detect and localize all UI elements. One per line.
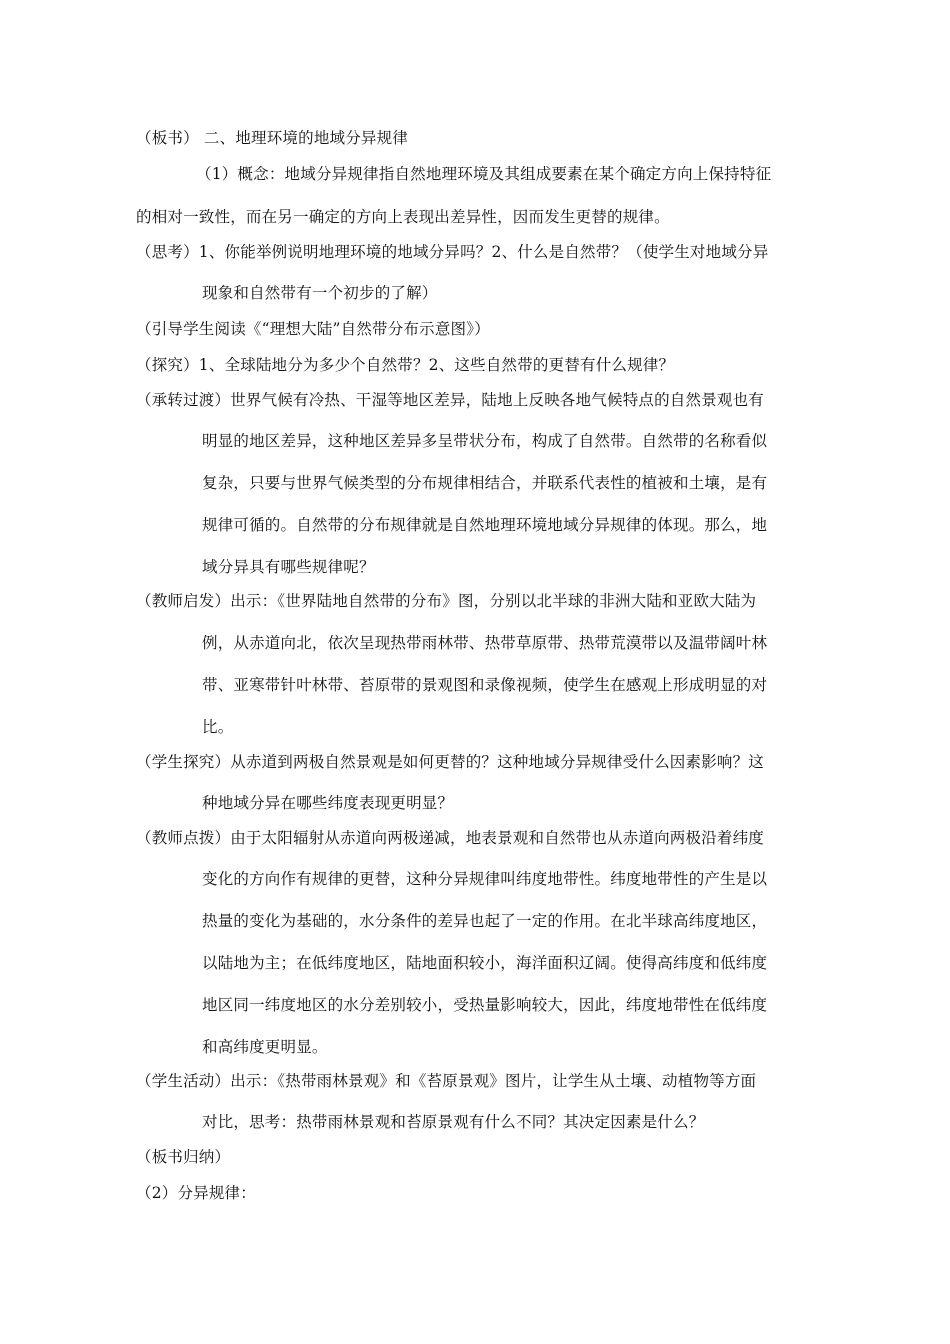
teacher-guidance-line: 变化的方向作有规律的更替，这种分异规律叫纬度地带性。纬度地带性的产生是以 bbox=[202, 870, 768, 888]
student-inquiry-line: 种地域分异在哪些纬度表现更明显？ bbox=[202, 794, 454, 812]
teacher-prompt-line: 例，从赤道向北，依次呈现热带雨林带、热带草原带、热带荒漠带以及温带阔叶林 bbox=[202, 634, 768, 652]
transition-paragraph: （承转过渡）世界气候有冷热、干湿等地区差异，陆地上反映各地气候特点的自然景观也有 bbox=[136, 391, 765, 409]
differentiation-rules-heading: （2）分异规律： bbox=[136, 1184, 256, 1202]
teacher-prompt-line: 带、亚寒带针叶林带、苔原带的景观图和录像视频，使学生在感观上形成明显的对 bbox=[202, 676, 768, 694]
blackboard-heading: （板书） 二、地理环境的地域分异规律 bbox=[136, 129, 409, 147]
teacher-prompt-paragraph: （教师启发）出示：《世界陆地自然带的分布》图，分别以北半球的非洲大陆和亚欧大陆为 bbox=[136, 592, 757, 610]
student-activity-line: 对比，思考：热带雨林景观和苔原景观有什么不同？其决定因素是什么？ bbox=[202, 1113, 705, 1131]
inquiry-question: （探究）1、全球陆地分为多少个自然带？2、这些自然带的更替有什么规律？ bbox=[136, 356, 675, 374]
teacher-guidance-paragraph: （教师点拨）由于太阳辐射从赤道向两极递减，地表景观和自然带也从赤道向两极沿着纬度 bbox=[136, 829, 765, 847]
teacher-guidance-line: 和高纬度更明显。 bbox=[202, 1038, 328, 1056]
thinking-question-continued: 现象和自然带有一个初步的了解） bbox=[202, 284, 438, 302]
transition-paragraph-line: 域分异具有哪些规律呢？ bbox=[202, 558, 375, 576]
student-activity-paragraph: （学生活动）出示：《热带雨林景观》和《苔原景观》图片，让学生从土壤、动植物等方面 bbox=[136, 1072, 757, 1090]
teacher-prompt-line: 比。 bbox=[202, 718, 234, 736]
transition-paragraph-line: 明显的地区差异，这种地区差异多呈带状分布，构成了自然带。自然带的名称看似 bbox=[202, 432, 768, 450]
thinking-question: （思考）1、你能举例说明地理环境的地域分异吗？2、什么是自然带？（使学生对地域分异 bbox=[136, 243, 769, 261]
reading-guide: （引导学生阅读《“理想大陆”自然带分布示意图》） bbox=[136, 320, 490, 338]
teacher-guidance-line: 热量的变化为基础的，水分条件的差异也起了一定的作用。在北半球高纬度地区， bbox=[202, 912, 768, 930]
concept-line-continued: 的相对一致性，而在另一确定的方向上表现出差异性，因而发生更替的规律。 bbox=[136, 208, 670, 226]
teacher-guidance-line: 地区同一纬度地区的水分差别较小，受热量影响较大，因此，纬度地带性在低纬度 bbox=[202, 996, 768, 1014]
concept-line: （1）概念：地域分异规律指自然地理环境及其组成要素在某个确定方向上保持特征 bbox=[196, 165, 772, 183]
student-inquiry-paragraph: （学生探究）从赤道到两极自然景观是如何更替的？这种地域分异规律受什么因素影响？这 bbox=[136, 753, 765, 771]
teacher-guidance-line: 以陆地为主；在低纬度地区，陆地面积较小，海洋面积辽阔。使得高纬度和低纬度 bbox=[202, 954, 768, 972]
transition-paragraph-line: 复杂，只要与世界气候类型的分布规律相结合，并联系代表性的植被和土壤，是有 bbox=[202, 474, 768, 492]
transition-paragraph-line: 规律可循的。自然带的分布规律就是自然地理环境地域分异规律的体现。那么，地 bbox=[202, 516, 768, 534]
blackboard-summary: （板书归纳） bbox=[136, 1148, 231, 1166]
